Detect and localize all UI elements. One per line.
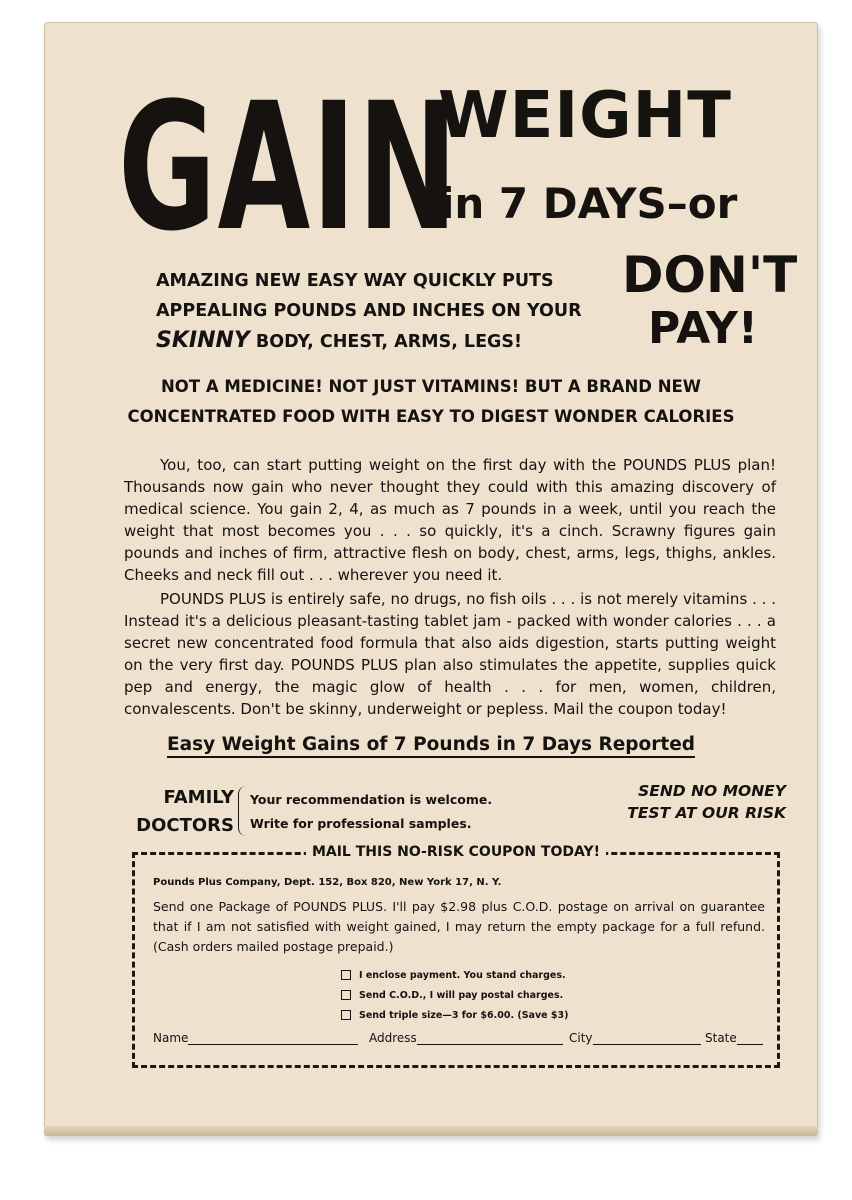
- option-cod[interactable]: [341, 985, 568, 1005]
- hook-line-1: AMAZING NEW EASY WAY QUICKLY PUTS: [156, 271, 554, 291]
- label-family: FAMILY: [163, 787, 234, 808]
- hook-copy: [156, 266, 626, 357]
- option-label: Send C.O.D., I will pay postal charges.: [359, 989, 564, 1001]
- city-line[interactable]: [593, 1032, 701, 1045]
- headline-days: in 7 DAYS–or: [440, 179, 738, 228]
- coupon-header-text: MAIL THIS NO-RISK COUPON TODAY!: [306, 844, 606, 860]
- order-text: Send one Package of POUNDS PLUS. I'll pay $2.98 plus C.O.D. postage on arrival on guarantee that if I am not satisfied with weight gained, I may return the empty package for a full refund. (Cash orders mailed postage prepaid.): [153, 899, 765, 954]
- checkbox[interactable]: [341, 990, 351, 1000]
- not-medicine-line-2: CONCENTRATED FOOD WITH EASY TO DIGEST WONDER CALORIES: [127, 407, 735, 426]
- doctors-notes: [250, 788, 492, 836]
- family-doctors-block: [128, 784, 538, 840]
- name-label: Name: [153, 1031, 189, 1045]
- option-triple-size[interactable]: [341, 1005, 568, 1025]
- hook-skinny: SKINNY: [156, 328, 250, 353]
- coupon-header: [135, 841, 777, 863]
- state-line[interactable]: [737, 1032, 763, 1045]
- address-fields: [153, 1031, 765, 1051]
- send-no-money: SEND NO MONEY: [638, 782, 786, 800]
- address-field[interactable]: [369, 1031, 563, 1045]
- headline-dont: DON'T: [622, 246, 798, 304]
- doctors-note-2: Write for professional samples.: [250, 816, 472, 831]
- payment-options: [341, 965, 568, 1025]
- headline-weight: WEIGHT: [438, 79, 732, 153]
- city-field[interactable]: [569, 1031, 701, 1045]
- subheadline-text: Easy Weight Gains of 7 Pounds in 7 Days Reported: [167, 734, 695, 758]
- test-at-our-risk: TEST AT OUR RISK: [627, 804, 786, 822]
- address-line[interactable]: [417, 1032, 563, 1045]
- name-line[interactable]: [188, 1032, 358, 1045]
- brace-divider: [238, 786, 247, 836]
- company-address: Pounds Plus Company, Dept. 152, Box 820, New York 17, N. Y.: [153, 877, 502, 888]
- doctors-labels: [128, 784, 234, 840]
- body-paragraph-1: You, too, can start putting weight on the first day with the POUNDS PLUS plan! Thousands now gain who never thought they could with this amazing discovery of medical science. You gain 2, 4, as much as 7 pounds in a week, until you reach the weight that most becomes you . . . so quickly, it's a cinch. Scrawny figures gain pounds and inches of firm, attractive flesh on body, chest, arms, legs, thighs, ankles. Cheeks and neck fill out . . . wherever you need it.: [124, 456, 776, 584]
- label-doctors: DOCTORS: [136, 815, 234, 836]
- checkbox[interactable]: [341, 1010, 351, 1020]
- risk-guarantee: [610, 780, 786, 824]
- hook-line-2: APPEALING POUNDS AND INCHES ON YOUR: [156, 301, 582, 321]
- headline-gain: GAIN: [118, 65, 459, 270]
- hook-line-3-rest: BODY, CHEST, ARMS, LEGS!: [249, 332, 522, 352]
- option-enclose-payment[interactable]: [341, 965, 568, 985]
- option-label: Send triple size—3 for $6.00. (Save $3): [359, 1009, 569, 1021]
- state-field[interactable]: [705, 1031, 763, 1045]
- state-label: State: [705, 1031, 737, 1045]
- name-field[interactable]: [153, 1031, 358, 1045]
- address-label: Address: [369, 1031, 417, 1045]
- hook-line-3: [156, 326, 626, 357]
- subheadline: [44, 730, 818, 760]
- city-label: City: [569, 1031, 593, 1045]
- headline-pay: PAY!: [648, 303, 758, 354]
- magazine-back-cover: [44, 22, 818, 1136]
- not-medicine-banner: [44, 372, 818, 432]
- checkbox[interactable]: [341, 970, 351, 980]
- order-coupon: [132, 844, 780, 1068]
- body-paragraph-2: POUNDS PLUS is entirely safe, no drugs, no fish oils . . . is not merely vitamins . . . Instead it's a delicious pleasant-tasting tablet jam - packed with wonder calories . . . a secret new concentrated food formula that also aids digestion, starts putting weight on the very first day. POUNDS PLUS plan also stimulates the appetite, supplies quick pep and energy, the magic glow of health . . . for men, women, children, convalescents. Don't be skinny, underweight or pepless. Mail the coupon today!: [124, 590, 776, 718]
- doctors-note-1: Your recommendation is welcome.: [250, 792, 493, 807]
- not-medicine-line-1: NOT A MEDICINE! NOT JUST VITAMINS! BUT A BRAND NEW: [161, 377, 701, 396]
- option-label: I enclose payment. You stand charges.: [359, 969, 566, 981]
